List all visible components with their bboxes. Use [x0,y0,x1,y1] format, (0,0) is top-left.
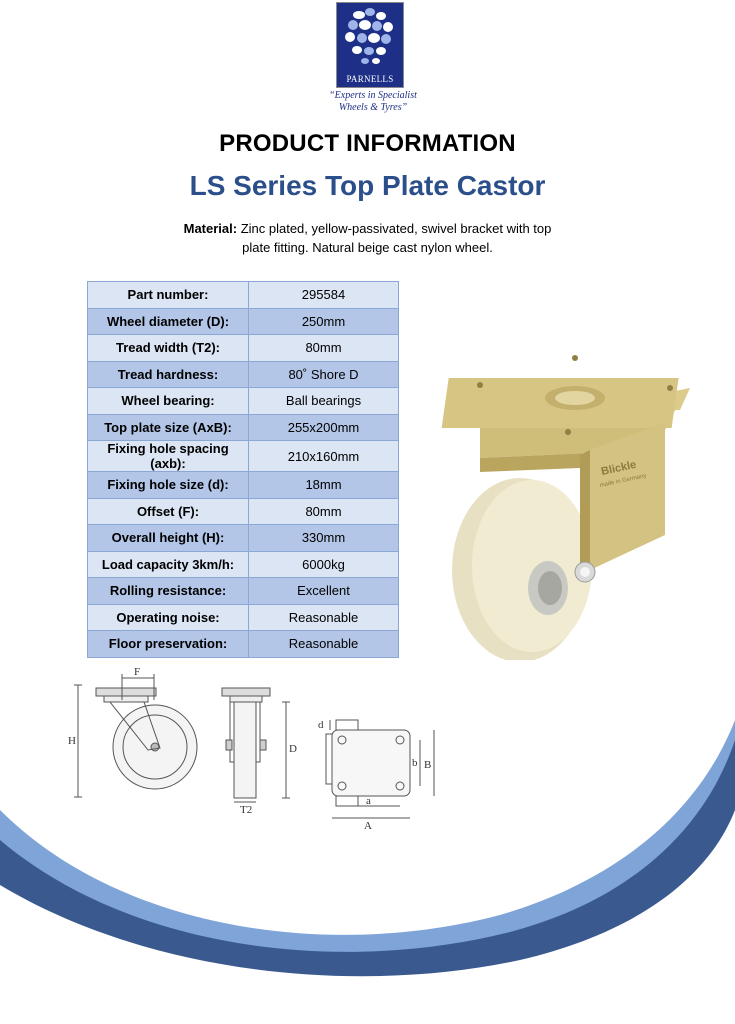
dimension-h-label: H [68,735,76,747]
tagline-line-2: Wheels & Tyres” [338,102,408,113]
table-row [88,578,399,605]
spec-value: 210x160mm [249,441,399,472]
spec-value: 18mm [249,472,399,499]
dimension-a-label: a [366,795,371,807]
tagline-line-1: “Experts in Specialist [329,90,417,101]
spec-label: Rolling resistance: [88,578,249,605]
spec-value: 80˚ Shore D [249,361,399,388]
castor-product-image [440,340,710,660]
table-row [88,498,399,525]
table-row [88,472,399,499]
material-description [150,219,585,257]
dimension-b-label: b [412,757,418,769]
product-title: LS Series Top Plate Castor [189,170,546,201]
table-row [88,414,399,441]
table-row [88,631,399,658]
spec-value: 80mm [249,335,399,362]
spec-label: Part number: [88,282,249,309]
spec-value: Reasonable [249,631,399,658]
spec-label: Overall height (H): [88,525,249,552]
spec-label: Fixing hole size (d): [88,472,249,499]
spec-table [87,281,399,658]
spec-label: Operating noise: [88,604,249,631]
spec-label: Wheel diameter (D): [88,308,249,335]
spec-label: Tread width (T2): [88,335,249,362]
dimension-t2-label: T2 [240,804,253,816]
parnells-logo [318,0,428,122]
table-row [88,551,399,578]
castor-brand-label: Blickle [600,458,638,478]
spec-label: Tread hardness: [88,361,249,388]
spec-label: Offset (F): [88,498,249,525]
table-row [88,441,399,472]
logo-circles-icon [337,3,403,73]
table-row [88,604,399,631]
spec-value: 80mm [249,498,399,525]
table-row [88,388,399,415]
material-text-1: Zinc plated, yellow-passivated, swivel bracket with top [237,221,552,236]
spec-value: 250mm [249,308,399,335]
spec-value: Reasonable [249,604,399,631]
castor-brand-sub: made in Germany [599,473,648,489]
spec-value: 330mm [249,525,399,552]
dimension-b-upper-label: B [424,759,432,771]
spec-value: 6000kg [249,551,399,578]
table-row [88,282,399,309]
spec-value: 295584 [249,282,399,309]
logo-name: PARNELLS [346,74,394,84]
logo-badge [336,2,404,88]
spec-value: 255x200mm [249,414,399,441]
spec-label: Fixing hole spacing (axb): [88,441,249,472]
document-heading: PRODUCT INFORMATION [219,130,516,157]
dimension-d-lower-label: d [318,719,324,731]
spec-value: Excellent [249,578,399,605]
spec-label: Top plate size (AxB): [88,414,249,441]
table-row [88,335,399,362]
spec-label: Load capacity 3km/h: [88,551,249,578]
spec-label: Wheel bearing: [88,388,249,415]
spec-value: Ball bearings [249,388,399,415]
dimension-a-upper-label: A [364,820,372,830]
spec-label: Floor preservation: [88,631,249,658]
decorative-swoosh [0,700,735,1024]
table-row [88,308,399,335]
table-row [88,525,399,552]
table-row [88,361,399,388]
dimension-d-upper-label: D [289,743,297,755]
material-label: Material: [183,221,238,236]
material-text-2: plate fitting. Natural beige cast nylon wheel. [242,240,493,255]
dimension-f-label: F [134,666,141,678]
